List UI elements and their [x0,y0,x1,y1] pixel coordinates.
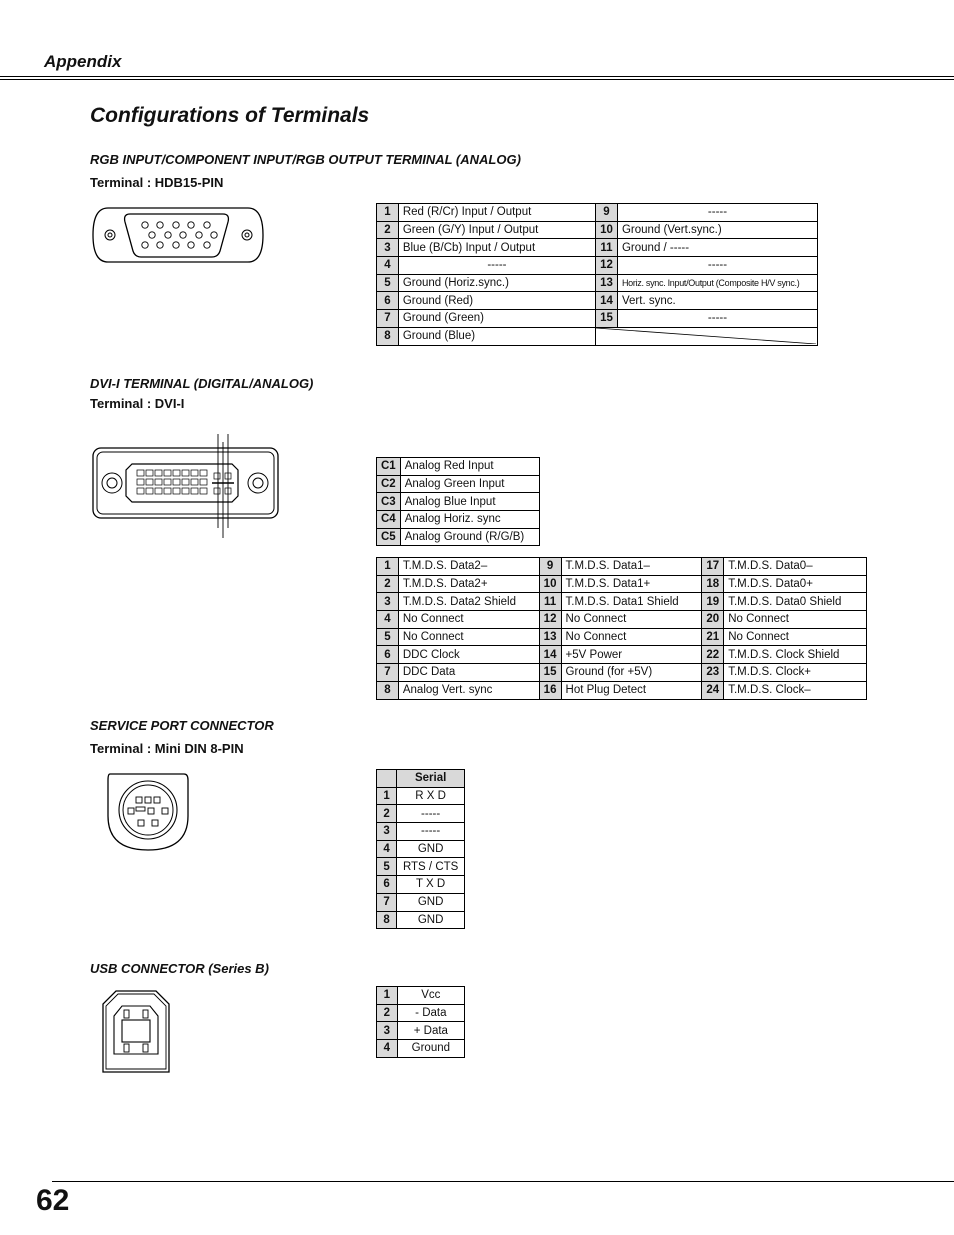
table-row [377,646,867,664]
section-header-label: Appendix [44,52,122,71]
pin-signal: Analog Vert. sync [398,681,539,699]
table-row [377,987,465,1005]
table-row [377,628,867,646]
pin-signal: No Connect [561,628,702,646]
pin-number: C4 [377,511,401,529]
pin-number: 8 [377,681,399,699]
pin-number: 3 [377,1022,398,1040]
rgb-section-subtitle: Terminal : HDB15-PIN [90,175,224,190]
pin-signal: T.M.D.S. Data2– [398,558,539,576]
page-title: Configurations of Terminals [90,104,370,127]
pin-number: C5 [377,528,401,546]
table-row [377,327,818,345]
pin-number: 11 [596,239,618,257]
footer-rule [52,1181,954,1182]
dvi-connector-icon [90,432,282,540]
pin-signal: R X D [397,787,465,805]
pin-number: 10 [539,575,561,593]
pin-number: 5 [377,628,399,646]
pin-signal: T.M.D.S. Clock– [724,681,867,699]
pin-number: 9 [539,558,561,576]
pin-number: 22 [702,646,724,664]
pin-number: 7 [377,310,399,328]
pin-number: 1 [377,787,397,805]
table-row [377,805,465,823]
pin-number: 15 [596,310,618,328]
pin-signal: No Connect [398,628,539,646]
table-row [377,1022,465,1040]
table-row [377,893,465,911]
pin-signal: No Connect [724,628,867,646]
pin-number: 10 [596,221,618,239]
pin-number: 23 [702,664,724,682]
pin-signal: + Data [397,1022,464,1040]
pin-signal: T.M.D.S. Clock+ [724,664,867,682]
table-row [377,475,540,493]
table-row [377,1040,465,1058]
pin-number: 4 [377,840,397,858]
rgb-section-title: RGB INPUT/COMPONENT INPUT/RGB OUTPUT TERMINAL (ANALOG) [90,152,521,167]
empty-header-cell [377,770,397,788]
dvi-section-subtitle: Terminal : DVI-I [90,396,185,411]
table-header-row [377,770,465,788]
pin-signal: T X D [397,876,465,894]
table-row [377,204,818,222]
table-row [377,274,818,292]
pin-number: 19 [702,593,724,611]
table-row [377,823,465,841]
pin-number: 7 [377,893,397,911]
pin-number: 12 [596,257,618,275]
pin-number: 6 [377,646,399,664]
pin-signal: T.M.D.S. Data1 Shield [561,593,702,611]
pin-number: 8 [377,911,397,929]
pin-number: 15 [539,664,561,682]
pin-signal: Vert. sync. [617,292,817,310]
pin-number: 13 [596,274,618,292]
pin-number: 18 [702,575,724,593]
pin-signal: No Connect [398,611,539,629]
pin-number: 1 [377,204,399,222]
pin-signal: Analog Ground (R/G/B) [400,528,539,546]
pin-number: 14 [596,292,618,310]
pin-signal: DDC Clock [398,646,539,664]
header-rule [0,76,954,80]
pin-number: 2 [377,575,399,593]
pin-signal: Ground (Blue) [398,327,595,345]
table-row [377,221,818,239]
pin-signal: No Connect [561,611,702,629]
table-row [377,257,818,275]
pin-number: 14 [539,646,561,664]
pin-number: 7 [377,664,399,682]
pin-signal: GND [397,911,465,929]
pin-signal: ----- [617,204,817,222]
usb-b-connector-icon [100,988,172,1076]
pin-signal: ----- [617,257,817,275]
pin-signal: +5V Power [561,646,702,664]
pin-number: 2 [377,805,397,823]
service-section-title: SERVICE PORT CONNECTOR [90,718,274,733]
table-row [377,664,867,682]
pin-signal: T.M.D.S. Data2 Shield [398,593,539,611]
pin-signal: Analog Blue Input [400,493,539,511]
hdb15-connector-icon [90,204,266,268]
pin-number: 8 [377,327,399,345]
pin-signal: Ground (for +5V) [561,664,702,682]
pin-number: 6 [377,292,399,310]
pin-number: 4 [377,611,399,629]
table-row [377,310,818,328]
pin-signal: Analog Red Input [400,458,539,476]
pin-number: 1 [377,987,398,1005]
pin-signal: Analog Green Input [400,475,539,493]
table-row [377,611,867,629]
dvi-digital-pin-table [376,557,867,700]
pin-number: 21 [702,628,724,646]
pin-signal: Hot Plug Detect [561,681,702,699]
pin-signal: Ground / ----- [617,239,817,257]
pin-number: 6 [377,876,397,894]
table-row [377,1004,465,1022]
pin-number: 4 [377,257,399,275]
column-header: Serial [397,770,465,788]
pin-signal: GND [397,840,465,858]
pin-number: 17 [702,558,724,576]
service-pin-table [376,769,465,929]
pin-number: 9 [596,204,618,222]
table-row [377,239,818,257]
pin-signal: Ground (Red) [398,292,595,310]
service-section-subtitle: Terminal : Mini DIN 8-PIN [90,741,244,756]
pin-signal: T.M.D.S. Data0– [724,558,867,576]
rgb-pin-table [376,203,818,346]
pin-number: C3 [377,493,401,511]
table-row [377,840,465,858]
pin-signal: Analog Horiz. sync [400,511,539,529]
pin-number: C2 [377,475,401,493]
table-row [377,528,540,546]
usb-pin-table [376,986,465,1058]
mini-din-connector-icon [104,770,192,854]
table-row [377,511,540,529]
pin-signal: Ground [397,1040,464,1058]
pin-number: 3 [377,593,399,611]
table-row [377,493,540,511]
usb-section-title: USB CONNECTOR (Series B) [90,961,269,976]
pin-number: 4 [377,1040,398,1058]
pin-number: 2 [377,1004,398,1022]
table-row [377,858,465,876]
pin-signal: ----- [617,310,817,328]
pin-signal: No Connect [724,611,867,629]
pin-signal: T.M.D.S. Data0+ [724,575,867,593]
table-row [377,458,540,476]
table-row [377,876,465,894]
pin-signal: T.M.D.S. Clock Shield [724,646,867,664]
pin-number: 12 [539,611,561,629]
pin-signal: Ground (Horiz.sync.) [398,274,595,292]
pin-number: 13 [539,628,561,646]
pin-signal: GND [397,893,465,911]
table-row [377,911,465,929]
pin-signal: RTS / CTS [397,858,465,876]
pin-signal: Blue (B/Cb) Input / Output [398,239,595,257]
pin-signal: T.M.D.S. Data1+ [561,575,702,593]
pin-signal: Horiz. sync. Input/Output (Composite H/V sync.) [617,274,817,292]
table-row [377,787,465,805]
empty-cell [596,327,818,345]
pin-signal: DDC Data [398,664,539,682]
dvi-section-title: DVI-I TERMINAL (DIGITAL/ANALOG) [90,376,314,391]
pin-number: 5 [377,274,399,292]
pin-number: 24 [702,681,724,699]
pin-signal: T.M.D.S. Data2+ [398,575,539,593]
pin-number: 5 [377,858,397,876]
pin-signal: ----- [397,823,465,841]
pin-signal: T.M.D.S. Data1– [561,558,702,576]
pin-number: 16 [539,681,561,699]
table-row [377,681,867,699]
pin-number: C1 [377,458,401,476]
table-row [377,593,867,611]
pin-signal: - Data [397,1004,464,1022]
empty-cell-slash [596,328,816,344]
pin-signal: Green (G/Y) Input / Output [398,221,595,239]
pin-number: 3 [377,239,399,257]
table-row [377,558,867,576]
pin-signal: Vcc [397,987,464,1005]
pin-number: 20 [702,611,724,629]
pin-signal: Ground (Vert.sync.) [617,221,817,239]
pin-signal: ----- [398,257,595,275]
pin-number: 3 [377,823,397,841]
dvi-analog-pin-table [376,457,540,546]
table-row [377,575,867,593]
pin-signal: Red (R/Cr) Input / Output [398,204,595,222]
pin-signal: Ground (Green) [398,310,595,328]
pin-number: 11 [539,593,561,611]
table-row [377,292,818,310]
pin-number: 1 [377,558,399,576]
page-number: 62 [36,1184,70,1217]
pin-signal: ----- [397,805,465,823]
pin-signal: T.M.D.S. Data0 Shield [724,593,867,611]
pin-number: 2 [377,221,399,239]
